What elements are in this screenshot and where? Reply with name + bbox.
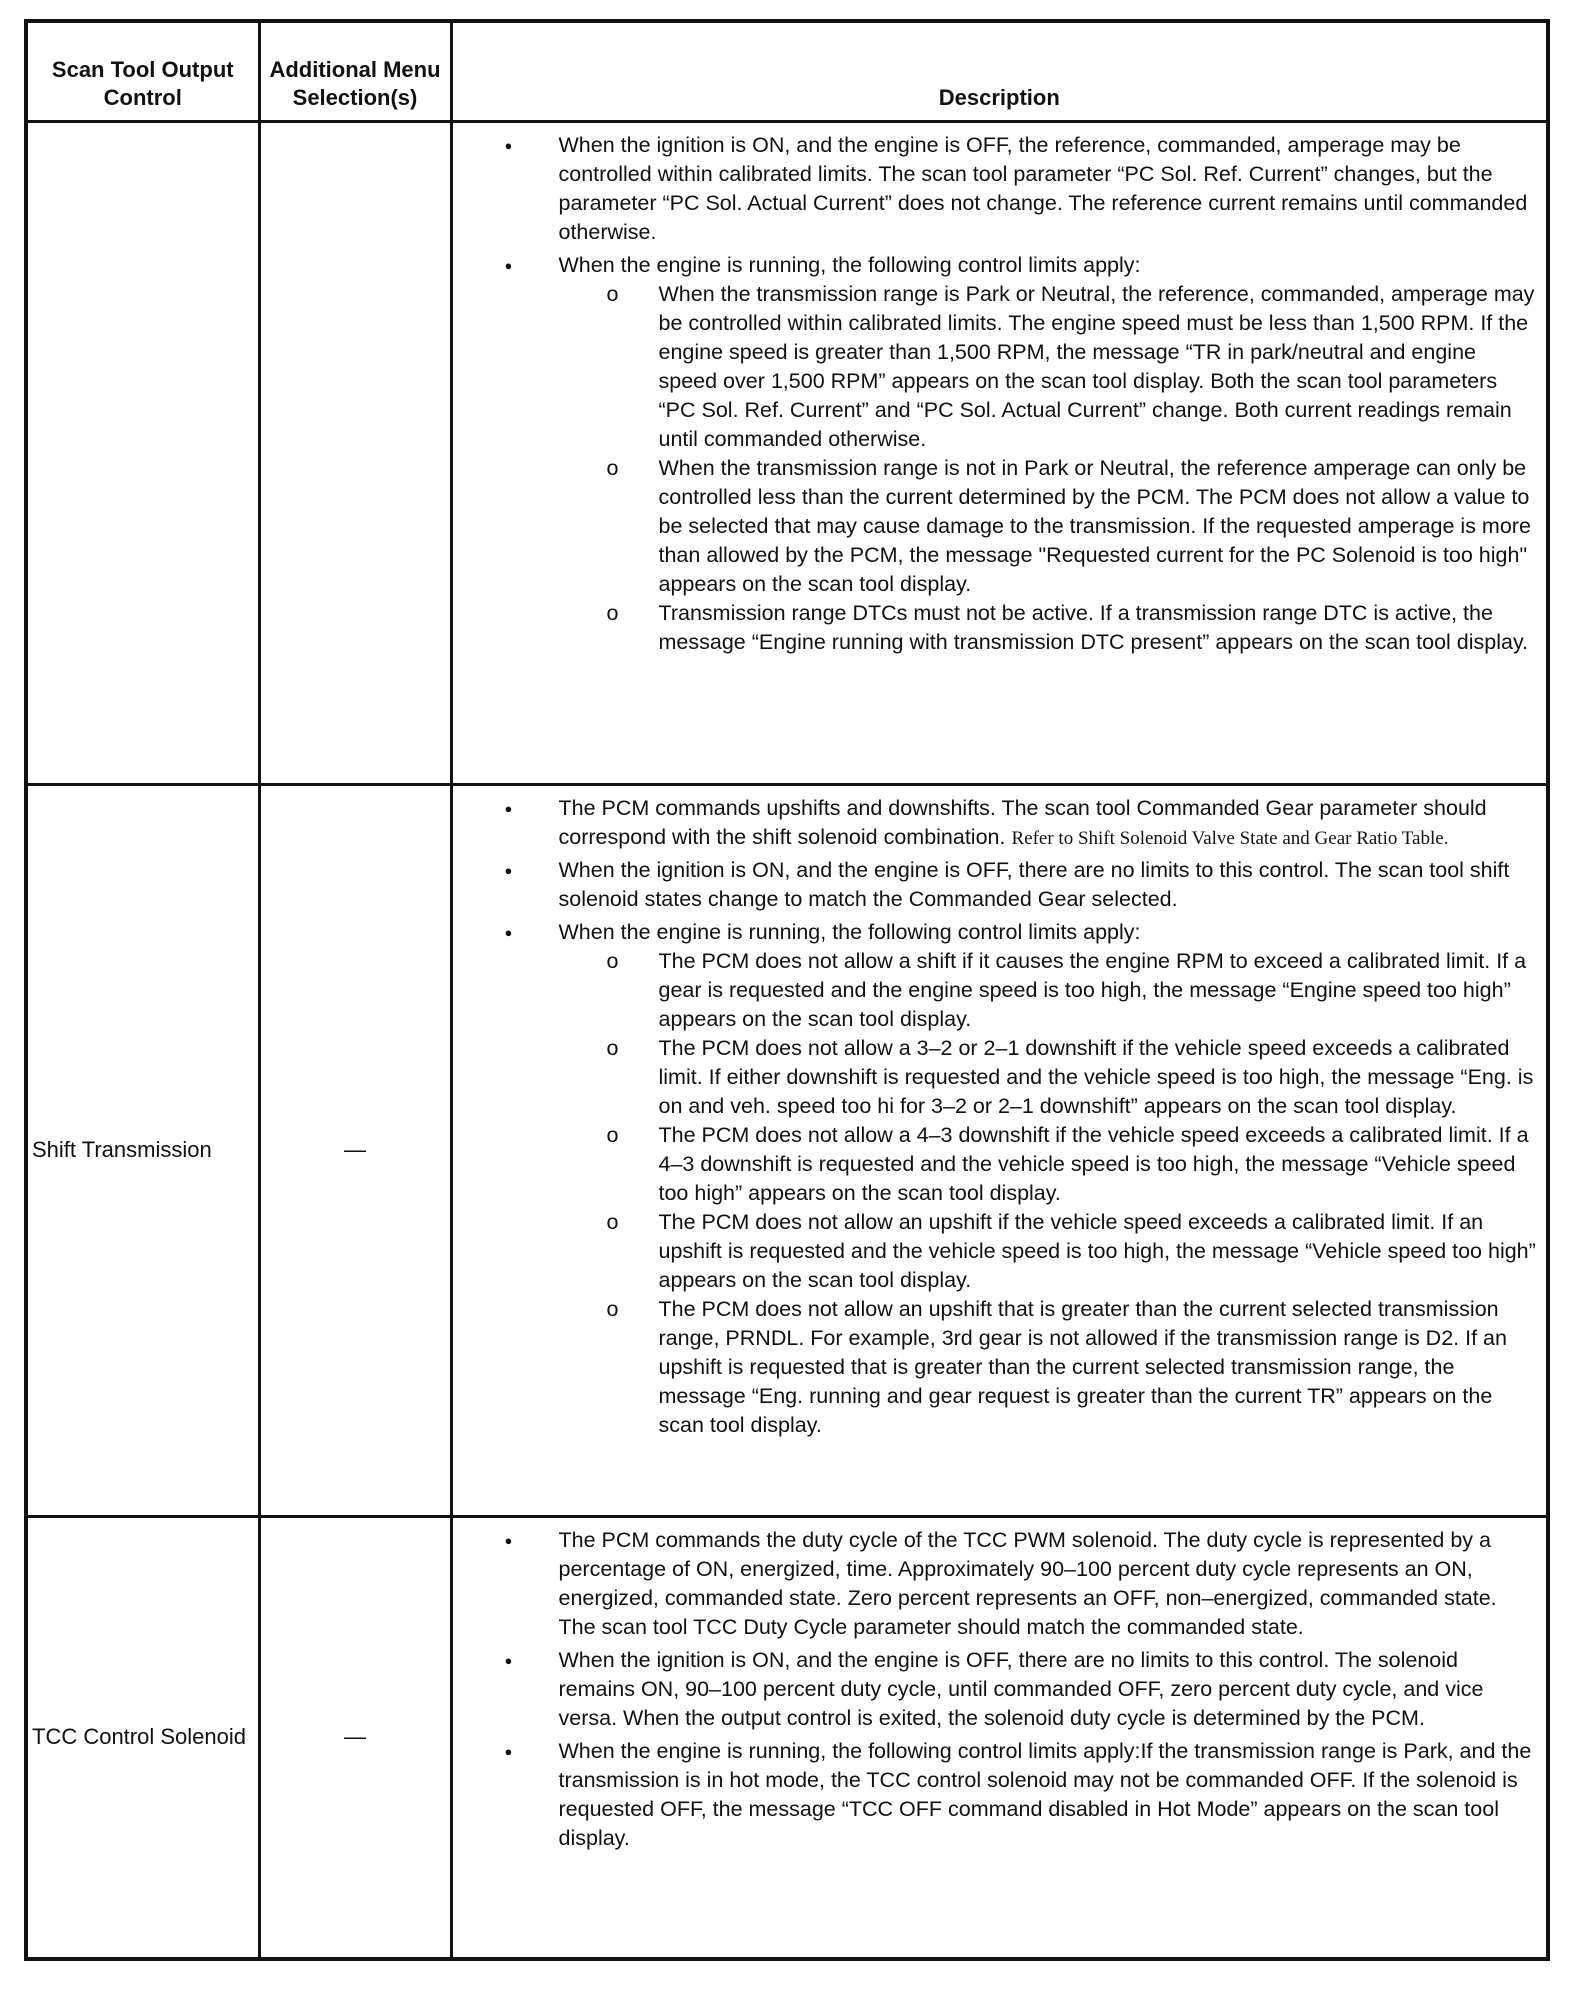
menu-selection (259, 121, 451, 784)
sub-item: o The PCM does not allow an upshift if the vehicle speed exceeds a calibrated limit. If an upshift is requested and the vehicle speed is too high, the message “Vehicle speed too high” appears on the scan tool display. (557, 1208, 1539, 1295)
bullet-item (483, 794, 1539, 852)
output-control-table (24, 19, 1550, 1961)
bullet-item: ● When the ignition is ON, and the engine is OFF, there are no limits to this control. The solenoid remains ON, 90–100 percent duty cycle, until commanded OFF, zero percent duty cycle, and vice versa. When the output control is exited, the solenoid duty cycle is determined by the PCM. (483, 1646, 1539, 1733)
sub-item: o The PCM does not allow a 4–3 downshift if the vehicle speed exceeds a calibrated limit. If a 4–3 downshift is requested and the vehicle speed is too high, the message “Vehicle speed too high” appears on the scan tool display. (557, 1121, 1539, 1208)
sub-item: o The PCM does not allow a 3–2 or 2–1 downshift if the vehicle speed exceeds a calibrated limit. If either downshift is requested and the vehicle speed is too high, the message “Eng. is on and veh. speed too hi for 3–2 or 2–1 downshift” appears on the scan tool display. (557, 1034, 1539, 1121)
bullet-item: ● When the ignition is ON, and the engine is OFF, the reference, commanded, amperage may be controlled within calibrated limits. The scan tool parameter “PC Sol. Ref. Current” changes, but the parameter “PC Sol. Actual Current” does not change. The reference current remains until commanded otherwise. (483, 131, 1539, 247)
sub-list (559, 947, 1539, 1440)
bullet-item: ● When the engine is running, the following control limits apply:If the transmission range is Park, and the transmission is in hot mode, the TCC control solenoid may not be commanded OFF. If the solenoid is requested OFF, the message “TCC OFF command disabled in Hot Mode” appears on the scan tool display. (483, 1737, 1539, 1853)
header-description: Description (451, 21, 1548, 121)
header-scan-tool-output-control: Scan Tool Output Control (26, 21, 259, 121)
bullet-list (483, 131, 1539, 657)
sub-item: o When the transmission range is not in Park or Neutral, the reference amperage can only be controlled less than the current determined by the PCM. The PCM does not allow a value to be selected that may cause damage to the transmission. If the requested amperage is more than allowed by the PCM, the message "Requested current for the PC Solenoid is too high" appears on the scan tool display. (557, 454, 1539, 599)
bullet-list (483, 1526, 1539, 1853)
menu-selection: — (259, 784, 451, 1516)
description-cell (451, 121, 1548, 784)
table-row (26, 121, 1548, 784)
sub-list (559, 280, 1539, 657)
output-control-name (26, 121, 259, 784)
bullet-item: ● When the ignition is ON, and the engine is OFF, there are no limits to this control. The scan tool shift solenoid states change to match the Commanded Gear selected. (483, 856, 1539, 914)
output-control-name: TCC Control Solenoid (26, 1516, 259, 1959)
menu-selection: — (259, 1516, 451, 1959)
bullet-text: When the engine is running, the following control limits apply: (558, 252, 1141, 277)
sub-item: o When the transmission range is Park or Neutral, the reference, commanded, amperage may be controlled within calibrated limits. The engine speed must be less than 1,500 RPM. If the engine speed is greater than 1,500 RPM, the message “TR in park/neutral and engine speed over 1,500 RPM” appears on the scan tool display. Both the scan tool parameters “PC Sol. Ref. Current” and “PC Sol. Actual Current” change. Both current readings remain until commanded otherwise. (557, 280, 1539, 454)
sub-item: o The PCM does not allow a shift if it causes the engine RPM to exceed a calibrated limit. If a gear is requested and the engine speed is too high, the message “Engine speed too high” appears on the scan tool display. (557, 947, 1539, 1034)
bullet-text: When the engine is running, the following control limits apply: (558, 919, 1141, 944)
sub-item: o Transmission range DTCs must not be active. If a transmission range DTC is active, the message “Engine running with transmission DTC present” appears on the scan tool display. (557, 599, 1539, 657)
table-header-row (26, 21, 1548, 121)
bullet-list (483, 794, 1539, 1440)
description-cell (451, 1516, 1548, 1959)
description-cell (451, 784, 1548, 1516)
header-additional-menu-selections: Additional Menu Selection(s) (259, 21, 451, 121)
bullet-item (483, 251, 1539, 657)
bullet-item (483, 918, 1539, 1440)
table-row (26, 784, 1548, 1516)
bullet-text: The PCM commands upshifts and downshifts. The scan tool Commanded Gear parameter should correspond with the shift solenoid combination. (558, 795, 1487, 849)
sub-item: o The PCM does not allow an upshift that is greater than the current selected transmission range, PRNDL. For example, 3rd gear is not allowed if the transmission range is D2. If an upshift is requested that is greater than the current selected transmission range, the message “Eng. running and gear request is greater than the current TR” appears on the scan tool display. (557, 1295, 1539, 1440)
reference-link[interactable]: Refer to Shift Solenoid Valve State and Gear Ratio Table. (1011, 827, 1449, 849)
table-row (26, 1516, 1548, 1959)
output-control-name: Shift Transmission (26, 784, 259, 1516)
bullet-item: ● The PCM commands the duty cycle of the TCC PWM solenoid. The duty cycle is represented by a percentage of ON, energized, time. Approximately 90–100 percent duty cycle represents an ON, energized, commanded state. Zero percent represents an OFF, non–energized, commanded state. The scan tool TCC Duty Cycle parameter should match the commanded state. (483, 1526, 1539, 1642)
